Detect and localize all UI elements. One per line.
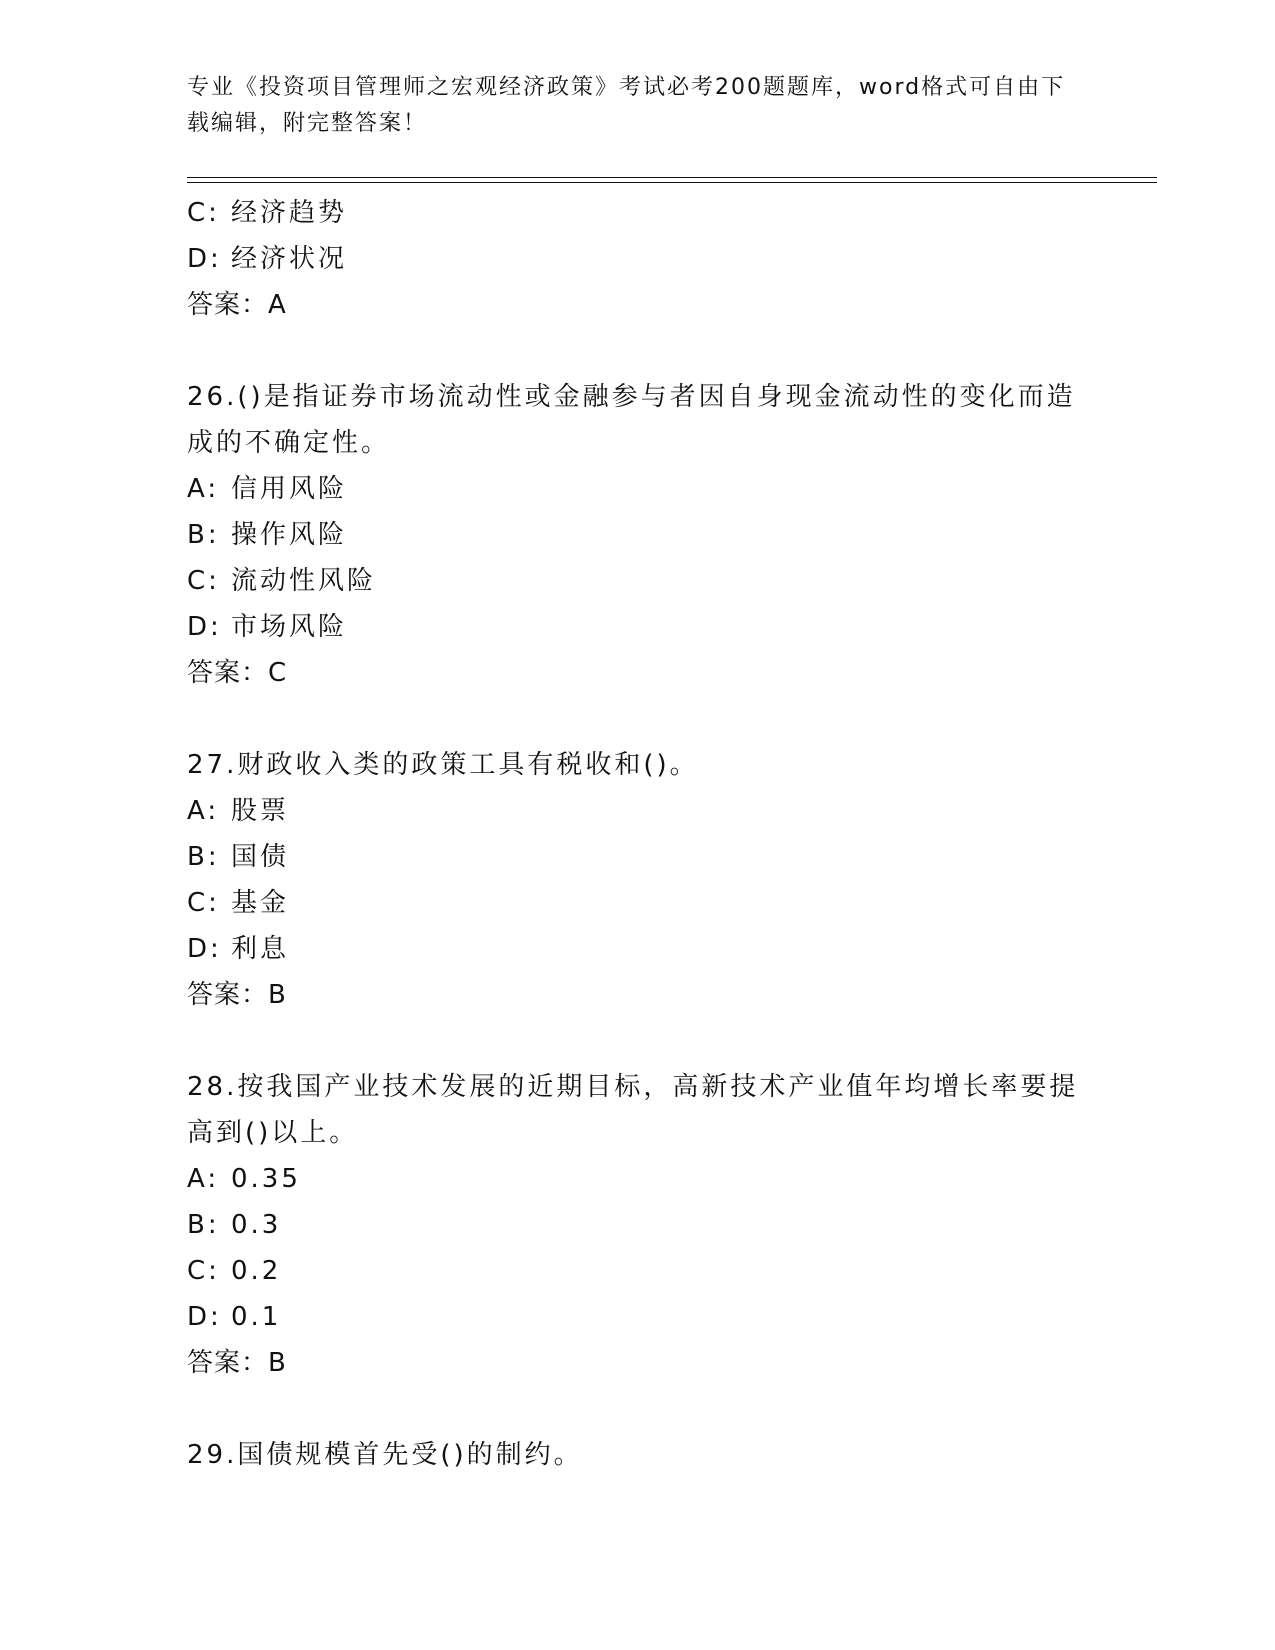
option-d: D: 0.1 — [187, 1302, 282, 1332]
answer-line: 答案：A — [187, 290, 287, 320]
question-27 — [187, 742, 1087, 1018]
header-divider-top — [187, 177, 1157, 178]
option-d: D: 利息 — [187, 934, 290, 964]
answer-line: 答案：B — [187, 1348, 287, 1378]
option-d: D: 经济状况 — [187, 244, 348, 274]
answer-line: 答案：B — [187, 980, 287, 1010]
option-a: A: 0.35 — [187, 1164, 301, 1194]
header-divider-bottom — [187, 182, 1157, 183]
carry-over-question — [187, 190, 1087, 328]
question-28 — [187, 1064, 1087, 1386]
option-d: D: 市场风险 — [187, 612, 348, 642]
question-text: 29.国债规模首先受()的制约。 — [187, 1440, 583, 1470]
question-content — [187, 190, 1087, 1478]
question-26 — [187, 374, 1087, 696]
option-a: A: 信用风险 — [187, 474, 348, 504]
option-b: B: 国债 — [187, 842, 290, 872]
option-c: C: 经济趋势 — [187, 198, 348, 228]
option-a: A: 股票 — [187, 796, 290, 826]
option-c: C: 基金 — [187, 888, 290, 918]
option-b: B: 操作风险 — [187, 520, 348, 550]
option-c: C: 流动性风险 — [187, 566, 377, 596]
question-29 — [187, 1432, 1087, 1478]
question-text: 26.()是指证券市场流动性或金融参与者因自身现金流动性的变化而造成的不确定性。 — [187, 382, 1076, 458]
option-b: B: 0.3 — [187, 1210, 282, 1240]
question-text: 27.财政收入类的政策工具有税收和()。 — [187, 750, 699, 780]
document-header: 专业《投资项目管理师之宏观经济政策》考试必考200题题库，word格式可自由下载编辑，附完整答案！ — [187, 75, 1066, 136]
answer-line: 答案：C — [187, 658, 288, 688]
option-c: C: 0.2 — [187, 1256, 282, 1286]
question-text: 28.按我国产业技术发展的近期目标，高新技术产业值年均增长率要提高到()以上。 — [187, 1072, 1079, 1148]
document-page — [187, 0, 1157, 1650]
